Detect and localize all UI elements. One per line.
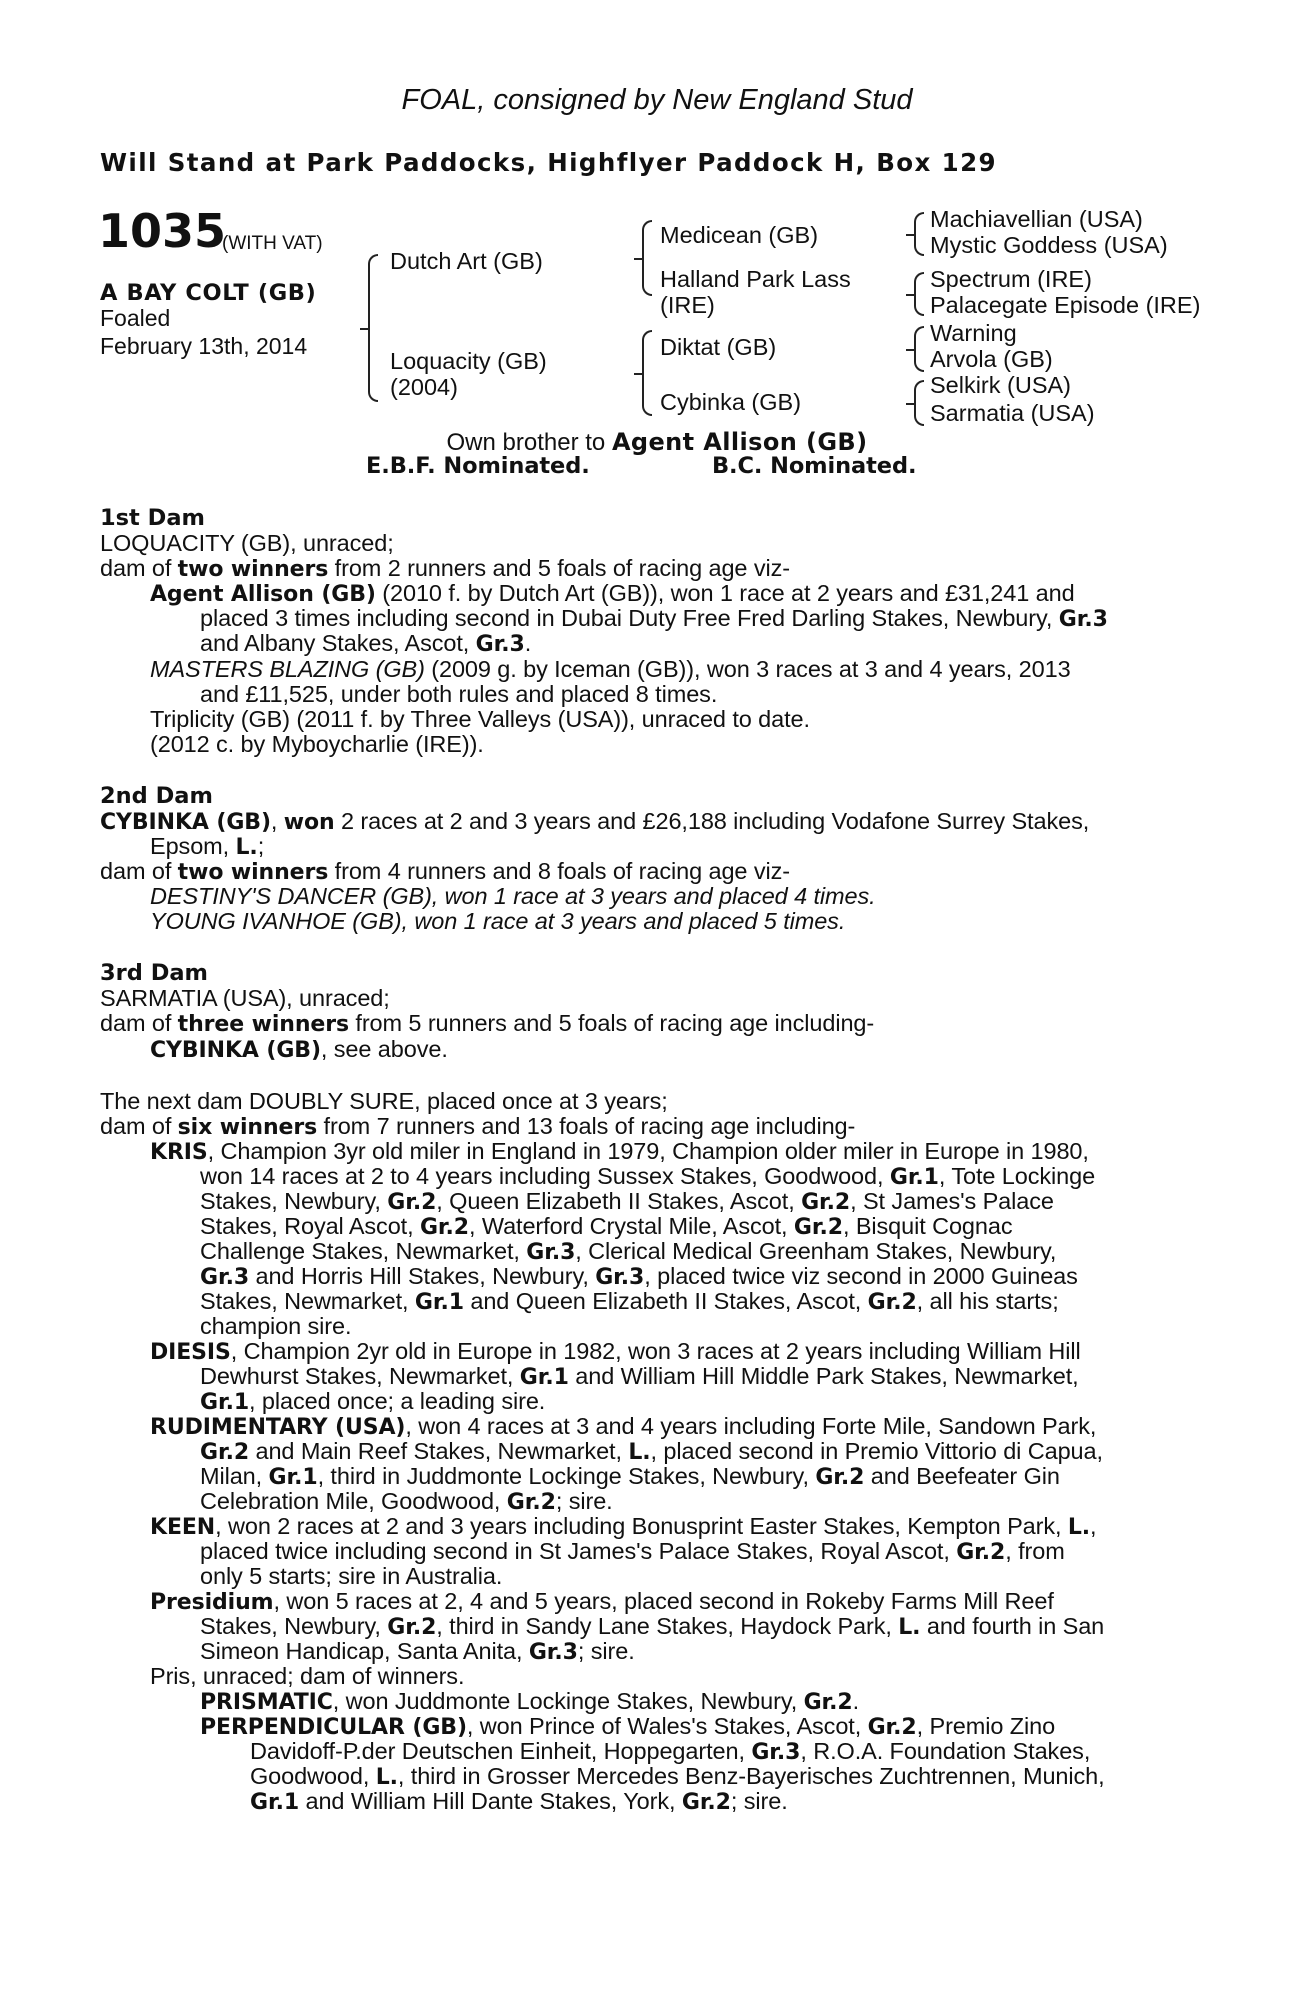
foaled-label: Foaled bbox=[100, 305, 171, 331]
pedigree-ggs-1: Machiavellian (USA) bbox=[930, 206, 1143, 232]
pedigree-ggs-5: Warning bbox=[930, 320, 1017, 346]
own-brother-note: Own brother to Agent Allison (GB) bbox=[446, 428, 868, 456]
third-dam-line-1: SARMATIA (USA), unraced; bbox=[100, 985, 390, 1011]
kris-line-3: Stakes, Newbury, Gr.2, Queen Elizabeth II Stakes, Ascot, Gr.2, St James's Palace bbox=[200, 1188, 1054, 1215]
prismatic-line: PRISMATIC, won Juddmonte Lockinge Stakes, Newbury, Gr.2. bbox=[200, 1688, 860, 1715]
kris-line-6: Gr.3 and Horris Hill Stakes, Newbury, Gr.3, placed twice viz second in 2000 Guineas bbox=[200, 1263, 1078, 1290]
presidium-line-2: Stakes, Newbury, Gr.2, third in Sandy Lane Stakes, Haydock Park, L. and fourth in San bbox=[200, 1613, 1105, 1640]
first-dam-line-1: LOQUACITY (GB), unraced; bbox=[100, 530, 394, 556]
lot-description: A BAY COLT (GB) bbox=[100, 280, 317, 306]
kris-line-5: Challenge Stakes, Newmarket, Gr.3, Clerical Medical Greenham Stakes, Newbury, bbox=[200, 1238, 1057, 1265]
next-dam-line-2: dam of six winners from 7 runners and 13 foals of racing age including- bbox=[100, 1113, 856, 1140]
diesis-line-1: DIESIS, Champion 2yr old in Europe in 1982, won 3 races at 2 years including William Hill bbox=[150, 1338, 1081, 1365]
keen-line-3: only 5 starts; sire in Australia. bbox=[200, 1563, 503, 1589]
perpendicular-line-2: Davidoff-P.der Deutschen Einheit, Hoppegarten, Gr.3, R.O.A. Foundation Stakes, bbox=[250, 1738, 1091, 1765]
lot-number: 1035 bbox=[98, 204, 227, 258]
rudimentary-line-1: RUDIMENTARY (USA), won 4 races at 3 and 4 years including Forte Mile, Sandown Park, bbox=[150, 1413, 1097, 1440]
first-dam-line-3: Agent Allison (GB) (2010 f. by Dutch Art (GB)), won 1 race at 2 years and £31,241 and bbox=[150, 580, 1075, 607]
second-dam-heading: 2nd Dam bbox=[100, 783, 213, 809]
kris-line-2: won 14 races at 2 to 4 years including Sussex Stakes, Goodwood, Gr.1, Tote Lockinge bbox=[200, 1163, 1096, 1190]
vat-note: (WITH VAT) bbox=[222, 233, 323, 254]
pedigree-sire-dam: Halland Park Lass bbox=[660, 266, 851, 292]
pedigree-brace-ggs4 bbox=[914, 380, 924, 426]
pedigree-sire-sire: Medicean (GB) bbox=[660, 222, 819, 248]
pedigree-dam: Loquacity (GB) bbox=[390, 348, 547, 374]
pris-line: Pris, unraced; dam of winners. bbox=[150, 1663, 465, 1689]
diesis-line-2: Dewhurst Stakes, Newmarket, Gr.1 and William Hill Middle Park Stakes, Newmarket, bbox=[200, 1363, 1079, 1390]
pedigree-brace-ggs1 bbox=[914, 212, 924, 256]
third-dam-heading: 3rd Dam bbox=[100, 960, 208, 986]
pedigree-dam-year: (2004) bbox=[390, 374, 458, 400]
kris-line-4: Stakes, Royal Ascot, Gr.2, Waterford Crystal Mile, Ascot, Gr.2, Bisquit Cognac bbox=[200, 1213, 1013, 1240]
pedigree-dam-sire: Diktat (GB) bbox=[660, 334, 777, 360]
presidium-line-1: Presidium, won 5 races at 2, 4 and 5 years, placed second in Rokeby Farms Mill Reef bbox=[150, 1588, 1054, 1615]
ebf-nominated: E.B.F. Nominated. bbox=[366, 453, 590, 479]
pedigree-ggs-4: Palacegate Episode (IRE) bbox=[930, 292, 1201, 318]
second-dam-line-2: Epsom, L.; bbox=[150, 833, 265, 860]
first-dam-heading: 1st Dam bbox=[100, 505, 205, 531]
pedigree-brace-main bbox=[368, 254, 378, 402]
first-dam-line-8: Triplicity (GB) (2011 f. by Three Valleys (USA)), unraced to date. bbox=[150, 706, 810, 732]
perpendicular-line-4: Gr.1 and William Hill Dante Stakes, York, Gr.2; sire. bbox=[250, 1788, 788, 1815]
first-dam-line-9: (2012 c. by Myboycharlie (IRE)). bbox=[150, 731, 484, 757]
first-dam-line-7: and £11,525, under both rules and placed 8 times. bbox=[200, 681, 718, 707]
bc-nominated: B.C. Nominated. bbox=[712, 453, 917, 479]
second-dam-line-4: DESTINY'S DANCER (GB), won 1 race at 3 years and placed 4 times. bbox=[150, 883, 876, 909]
pedigree-sire: Dutch Art (GB) bbox=[390, 248, 543, 274]
pedigree-sire-dam-country: (IRE) bbox=[660, 292, 715, 318]
pedigree-brace-ggs3 bbox=[914, 326, 924, 372]
keen-line-2: placed twice including second in St James's Palace Stakes, Royal Ascot, Gr.2, from bbox=[200, 1538, 1065, 1565]
third-dam-line-3: CYBINKA (GB), see above. bbox=[150, 1036, 448, 1063]
pedigree-ggs-6: Arvola (GB) bbox=[930, 346, 1053, 372]
pedigree-brace-dam bbox=[642, 330, 652, 416]
pedigree-ggs-7: Selkirk (USA) bbox=[930, 372, 1072, 398]
next-dam-line-1: The next dam DOUBLY SURE, placed once at 3 years; bbox=[100, 1088, 668, 1114]
rudimentary-line-2: Gr.2 and Main Reef Stakes, Newmarket, L., placed second in Premio Vittorio di Capua, bbox=[200, 1438, 1103, 1465]
pedigree-ggs-3: Spectrum (IRE) bbox=[930, 266, 1092, 292]
first-dam-line-5: and Albany Stakes, Ascot, Gr.3. bbox=[200, 630, 532, 657]
third-dam-line-2: dam of three winners from 5 runners and 5 foals of racing age including- bbox=[100, 1010, 875, 1037]
second-dam-line-1: CYBINKA (GB), won 2 races at 2 and 3 years and £26,188 including Vodafone Surrey Stakes, bbox=[100, 808, 1090, 835]
first-dam-line-6: MASTERS BLAZING (GB) (2009 g. by Iceman (GB)), won 3 races at 3 and 4 years, 2013 bbox=[150, 656, 1071, 682]
kris-line-7: Stakes, Newmarket, Gr.1 and Queen Elizabeth II Stakes, Ascot, Gr.2, all his starts; bbox=[200, 1288, 1059, 1315]
diesis-line-3: Gr.1, placed once; a leading sire. bbox=[200, 1388, 546, 1415]
perpendicular-line-1: PERPENDICULAR (GB), won Prince of Wales's Stakes, Ascot, Gr.2, Premio Zino bbox=[200, 1713, 1056, 1740]
first-dam-line-2: dam of two winners from 2 runners and 5 foals of racing age viz- bbox=[100, 555, 790, 582]
presidium-line-3: Simeon Handicap, Santa Anita, Gr.3; sire. bbox=[200, 1638, 635, 1665]
rudimentary-line-3: Milan, Gr.1, third in Juddmonte Lockinge Stakes, Newbury, Gr.2 and Beefeater Gin bbox=[200, 1463, 1060, 1490]
foaled-date: February 13th, 2014 bbox=[100, 333, 308, 359]
pedigree-ggs-2: Mystic Goddess (USA) bbox=[930, 232, 1168, 258]
kris-line-1: KRIS, Champion 3yr old miler in England in 1979, Champion older miler in Europe in 1980, bbox=[150, 1138, 1089, 1165]
pedigree-brace-ggs2 bbox=[914, 272, 924, 316]
stand-location: Will Stand at Park Paddocks, Highflyer Paddock H, Box 129 bbox=[100, 148, 997, 177]
first-dam-line-4: placed 3 times including second in Dubai Duty Free Fred Darling Stakes, Newbury, Gr.3 bbox=[200, 605, 1108, 632]
rudimentary-line-4: Celebration Mile, Goodwood, Gr.2; sire. bbox=[200, 1488, 613, 1515]
kris-line-8: champion sire. bbox=[200, 1313, 352, 1339]
consignment-line: FOAL, consigned by New England Stud bbox=[401, 84, 913, 116]
perpendicular-line-3: Goodwood, L., third in Grosser Mercedes Benz-Bayerisches Zuchtrennen, Munich, bbox=[250, 1763, 1105, 1790]
second-dam-line-5: YOUNG IVANHOE (GB), won 1 race at 3 years and placed 5 times. bbox=[150, 908, 846, 934]
second-dam-line-3: dam of two winners from 4 runners and 8 foals of racing age viz- bbox=[100, 858, 790, 885]
pedigree-brace-sire bbox=[642, 220, 652, 296]
pedigree-ggs-8: Sarmatia (USA) bbox=[930, 400, 1095, 426]
pedigree-dam-dam: Cybinka (GB) bbox=[660, 389, 802, 415]
keen-line-1: KEEN, won 2 races at 2 and 3 years including Bonusprint Easter Stakes, Kempton Park, L., bbox=[150, 1513, 1097, 1540]
